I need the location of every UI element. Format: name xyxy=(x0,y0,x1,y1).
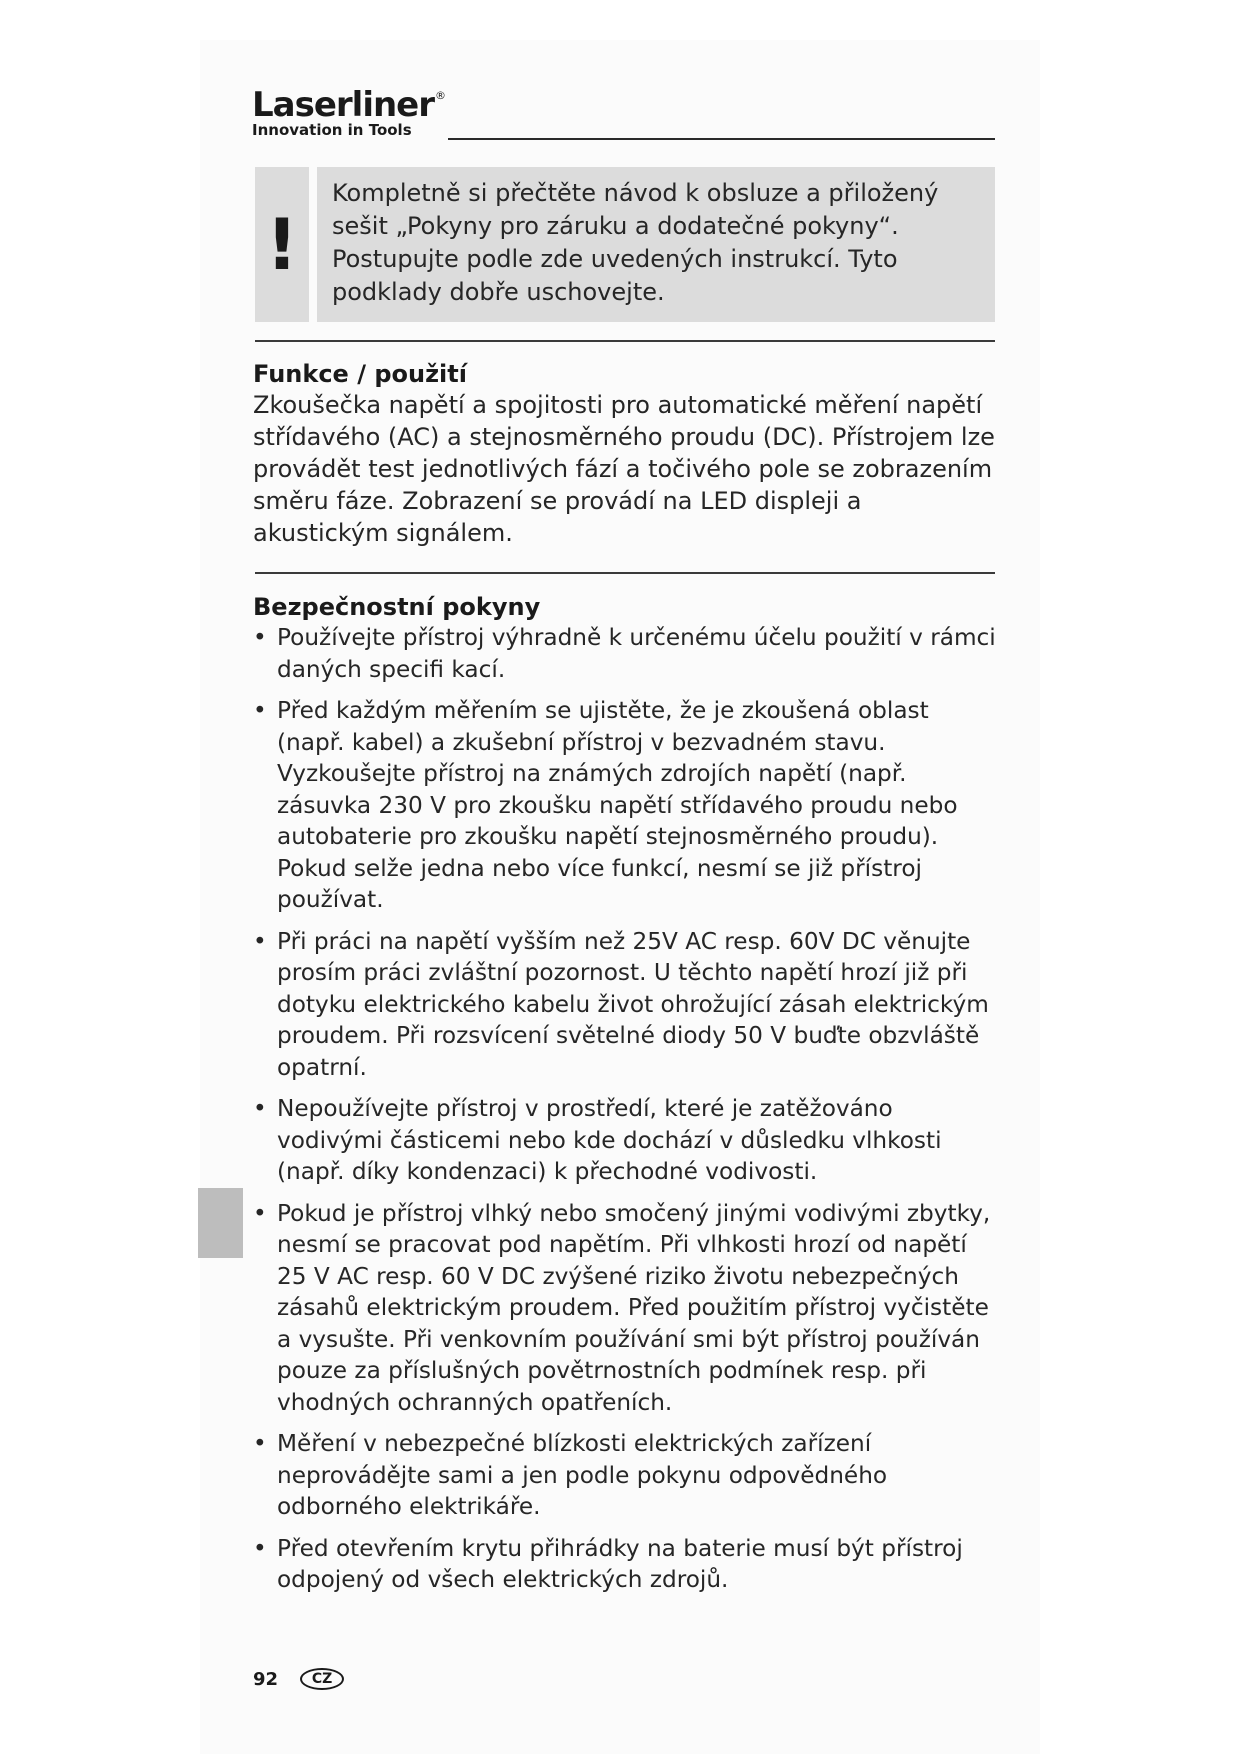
safety-title: Bezpečnostní pokyny xyxy=(253,593,541,621)
page-footer xyxy=(253,1668,344,1690)
notice-box xyxy=(317,167,995,322)
safety-item: • Měření v nebezpečné blízkosti elektrických zařízení neprovádějte sami a jen podle pokynu odpovědného odborného elektrikáře. xyxy=(253,1428,998,1523)
language-badge: CZ xyxy=(300,1668,344,1690)
function-section xyxy=(253,359,998,549)
safety-item: • Před každým měřením se ujistěte, že je zkoušená oblast (např. kabel) a zkušební přístroj v bezvadném stavu. Vyzkoušejte přístroj na známých zdrojích napětí (např. zásuvka 230 V pro zkoušku napětí střídavého proudu nebo autobaterie pro zkoušku napětí stejnosměrného proudu). Pokud selže jedna nebo více funkcí, nesmí se již přístroj používat. xyxy=(253,695,998,916)
page-number: 92 xyxy=(253,1668,279,1690)
safety-item: • Používejte přístroj výhradně k určenému účelu použití v rámci daných specifi kací. xyxy=(253,622,998,685)
safety-item: • Pokud je přístroj vlhký nebo smočený jinými vodivými zbytky, nesmí se pracovat pod napětím. Při vlhkosti hrozí od napětí 25 V AC resp. 60 V DC zvýšené riziko životu nebezpečných zásahů elektrickým proudem. Před použitím přístroj vyčistěte a vysušte. Při venkovním používání smi být přístroj používán pouze za příslušných povětrnostních podmínek resp. při vhodných ochranných opatřeních. xyxy=(253,1198,998,1419)
brand-name: Laserliner® xyxy=(252,85,446,125)
section-divider xyxy=(255,572,995,574)
safety-item: • Při práci na napětí vyšším než 25V AC resp. 60V DC věnujte prosím práci zvláštní pozornost. U těchto napětí hrozí již při dotyku elektrického kabelu život ohrožující zásah elektrickým proudem. Při rozsvícení světelné diody 50 V buďte obzvláště opatrní. xyxy=(253,926,998,1084)
notice-text: Kompletně si přečtěte návod k obsluze a přiložený sešit „Pokyny pro záruku a dodatečné pokyny“. Postupujte podle zde uvedených instrukcí. Tyto podklady dobře uschovejte. xyxy=(332,179,939,306)
safety-section xyxy=(253,592,998,1606)
function-body: Zkoušečka napětí a spojitosti pro automatické měření napětí střídavého (AC) a stejnosměrného proudu (DC). Přístrojem lze provádět test jednotlivých fází a točivého pole se zobrazením směru fáze. Zobrazení se provádí na LED displeji a akustickým signálem. xyxy=(253,391,995,547)
brand-tagline: Innovation in Tools xyxy=(252,121,412,139)
warning-icon: ! xyxy=(255,167,309,322)
registered-mark: ® xyxy=(435,89,446,102)
function-title: Funkce / použití xyxy=(253,360,467,388)
brand-logo xyxy=(252,85,446,139)
safety-item: • Nepoužívejte přístroj v prostředí, které je zatěžováno vodivými částicemi nebo kde dochází v důsledku vlhkosti (např. díky kondenzaci) k přechodné vodivosti. xyxy=(253,1093,998,1188)
section-divider xyxy=(255,340,995,342)
safety-item: • Před otevřením krytu přihrádky na baterie musí být přístroj odpojený od všech elektrických zdrojů. xyxy=(253,1533,998,1596)
chapter-tab-marker xyxy=(198,1188,243,1258)
header-divider xyxy=(448,138,995,140)
safety-list xyxy=(253,622,998,1596)
